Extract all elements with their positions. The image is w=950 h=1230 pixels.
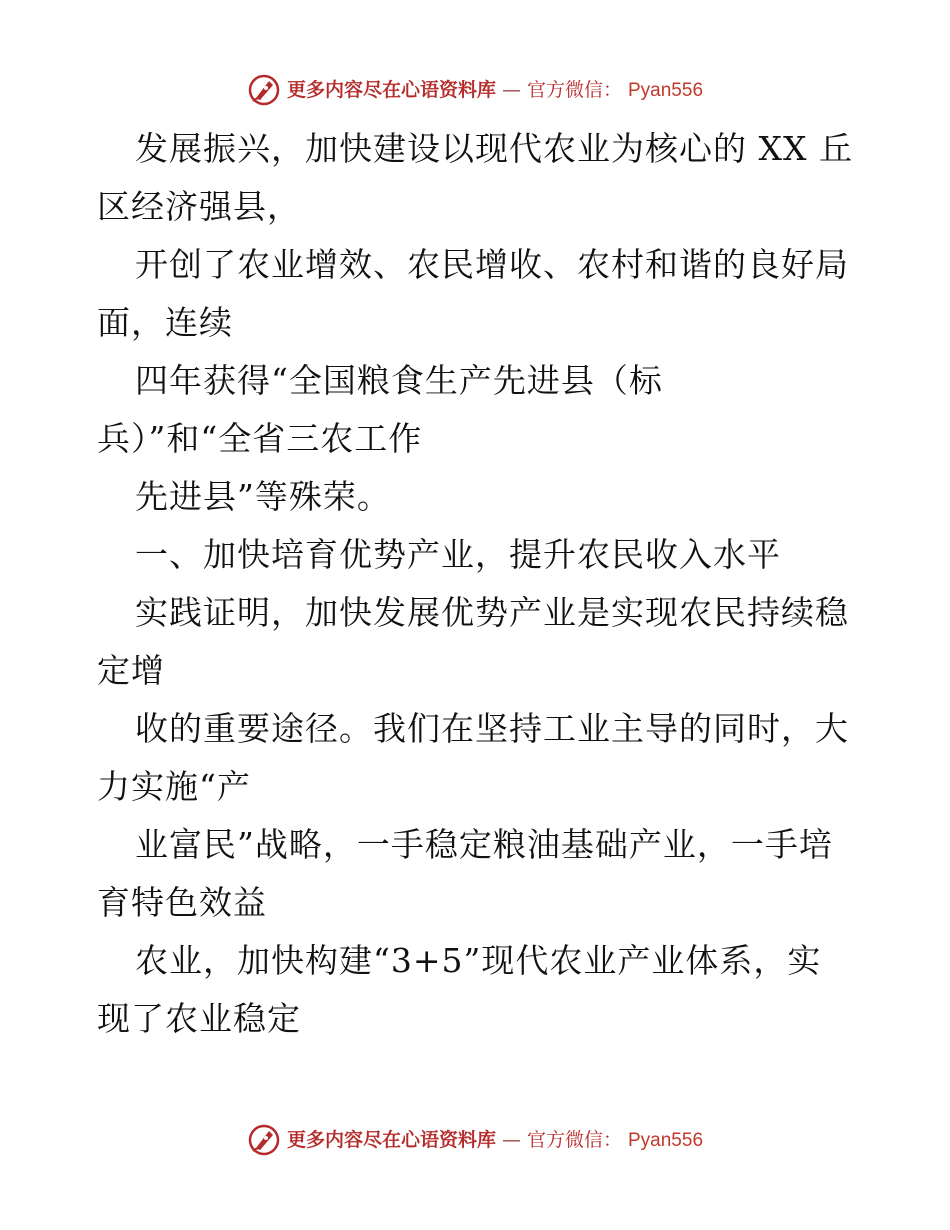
body-line: 兵）”和“全省三农工作 (97, 419, 423, 458)
body-line: 农业，加快构建“3+5”现代农业产业体系，实 (135, 941, 822, 980)
body-line: 面，连续 (97, 303, 233, 342)
body-line: 四年获得“全国粮食生产先进县（标 (135, 361, 663, 400)
footer-banner (0, 1118, 950, 1162)
body-line: 力实施“产 (97, 767, 251, 806)
body-line: 业富民”战略，一手稳定粮油基础产业，一手培 (135, 825, 833, 864)
banner-wechat-id: Pyan556 (628, 1129, 704, 1151)
document-body (97, 120, 857, 1048)
body-line: 收的重要途径。我们在坚持工业主导的同时，大 (135, 709, 849, 748)
body-line: 实践证明，加快发展优势产业是实现农民持续稳 (135, 593, 849, 632)
body-line: 定增 (97, 651, 165, 690)
banner-title: 更多内容尽在心语资料库 (286, 78, 496, 101)
banner-wechat-id: Pyan556 (628, 79, 704, 101)
body-line: 开创了农业增效、农民增收、农村和谐的良好局 (135, 245, 849, 284)
body-line: 育特色效益 (97, 883, 267, 922)
header-banner (0, 68, 950, 112)
body-line: 先进县”等殊荣。 (135, 477, 391, 516)
pen-nib-logo-icon (247, 73, 281, 107)
body-line: 现了农业稳定 (97, 999, 301, 1038)
banner-title: 更多内容尽在心语资料库 (286, 1128, 496, 1151)
banner-wechat-label: 官方微信： (526, 78, 622, 101)
body-line: 区经济强县， (97, 187, 301, 226)
section-heading: 一、加快培育优势产业，提升农民收入水平 (135, 535, 781, 574)
banner-dash: — (501, 78, 521, 101)
pen-nib-logo-icon (247, 1123, 281, 1157)
banner-dash: — (501, 1128, 521, 1151)
banner-wechat-label: 官方微信： (526, 1128, 622, 1151)
body-line: 发展振兴，加快建设以现代农业为核心的 XX 丘 (135, 129, 853, 168)
